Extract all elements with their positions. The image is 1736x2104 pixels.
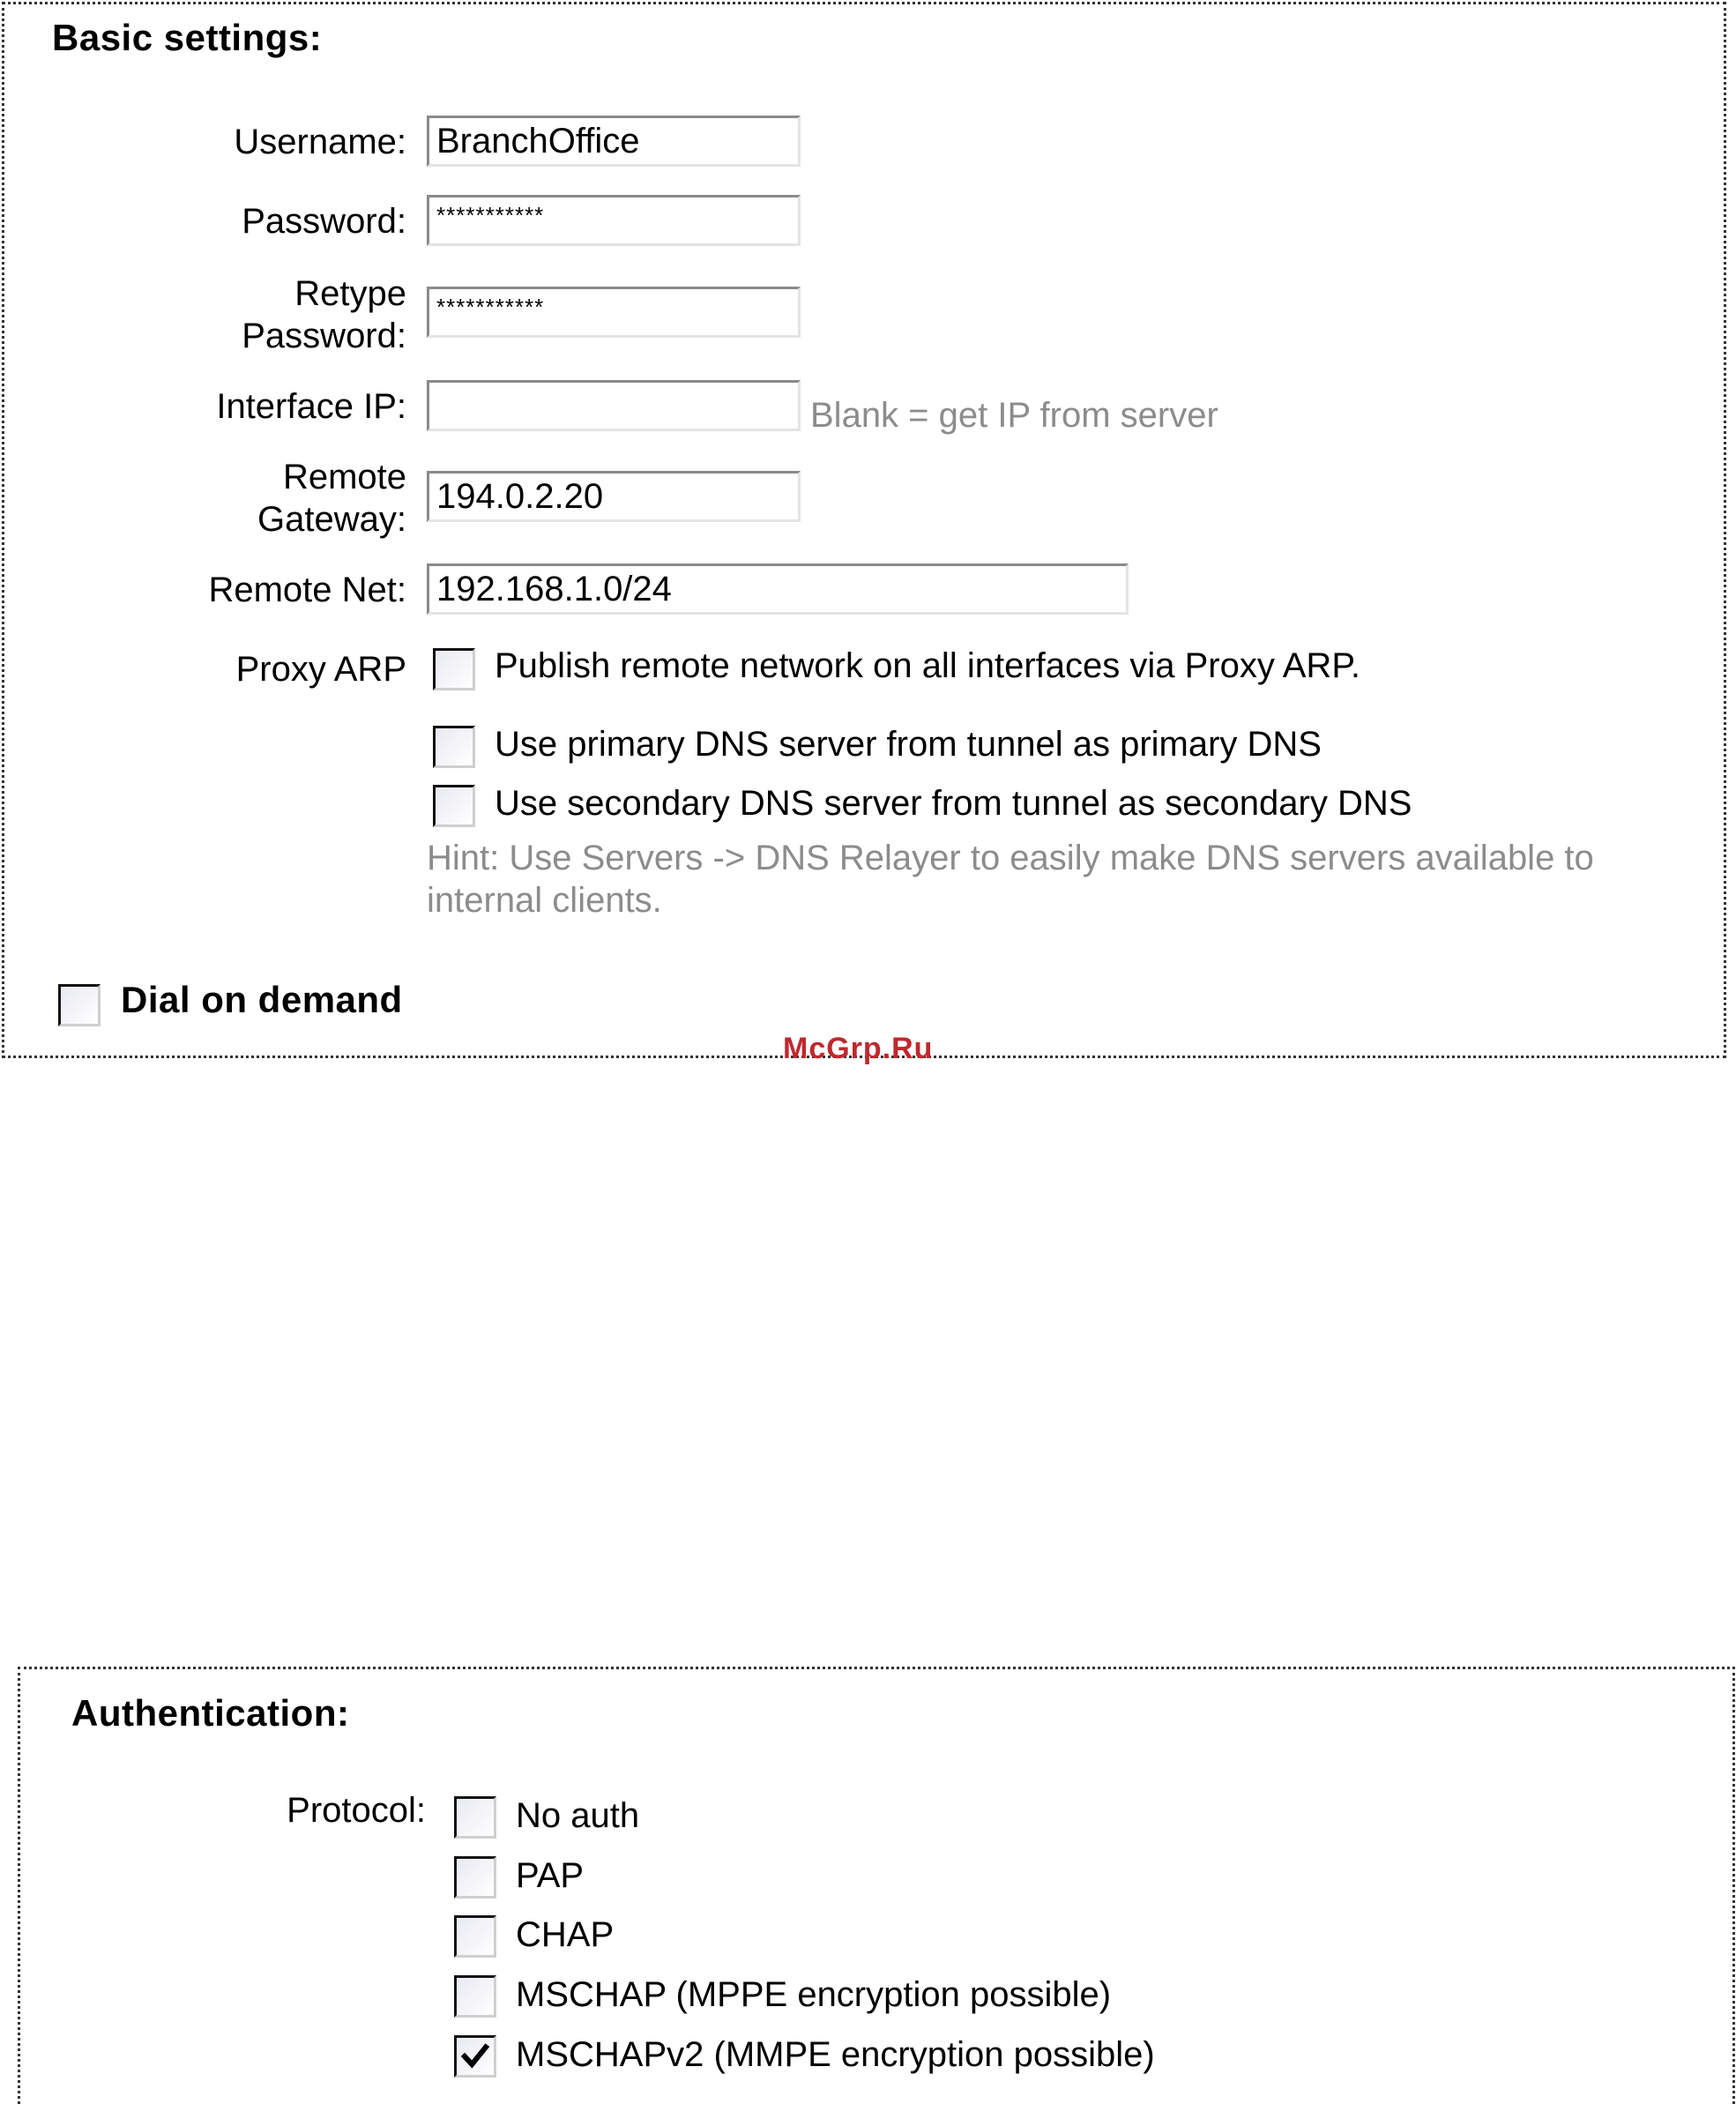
- protocol-option-label-3: MSCHAP (MPPE encryption possible): [516, 1975, 1112, 2014]
- authentication-title: Authentication:: [71, 1692, 350, 1734]
- protocol-checkbox-3[interactable]: [454, 1975, 496, 2018]
- protocol-option-label-1: PAP: [516, 1856, 585, 1895]
- basic-settings-title: Basic settings:: [52, 17, 323, 58]
- protocol-checkbox-4[interactable]: [454, 2035, 496, 2078]
- retype-label-line2: Password:: [242, 317, 406, 355]
- password-input[interactable]: ***********: [427, 195, 801, 246]
- remote-net-label: Remote Net:: [208, 571, 406, 609]
- remote-gateway-label-line2: Gateway:: [257, 500, 406, 539]
- remote-gateway-label-line1: Remote: [282, 458, 406, 496]
- dns-hint: Hint: Use Servers -> DNS Relayer to easily make DNS servers available to internal clients.: [427, 839, 1594, 920]
- proxy-arp-checkbox[interactable]: [433, 648, 475, 690]
- dial-on-demand-checkbox[interactable]: [58, 984, 101, 1026]
- protocol-option-label-0: No auth: [516, 1796, 640, 1835]
- protocol-checkbox-0[interactable]: [454, 1796, 496, 1839]
- retype-password-input[interactable]: ***********: [427, 287, 801, 338]
- interface-ip-label: Interface IP:: [216, 387, 406, 426]
- protocol-option-label-2: CHAP: [516, 1915, 615, 1954]
- remote-gateway-input[interactable]: 194.0.2.20: [427, 471, 801, 522]
- interface-ip-input[interactable]: [427, 380, 801, 431]
- proxy-arp-option-label: Publish remote network on all interfaces via Proxy ARP.: [495, 646, 1360, 685]
- username-input[interactable]: BranchOffice: [427, 116, 801, 167]
- interface-ip-hint: Blank = get IP from server: [810, 396, 1218, 435]
- remote-net-input[interactable]: 192.168.1.0/24: [427, 563, 1129, 615]
- protocol-checkbox-2[interactable]: [454, 1915, 496, 1958]
- dns-secondary-option-label: Use secondary DNS server from tunnel as secondary DNS: [495, 784, 1412, 823]
- dns-secondary-checkbox[interactable]: [433, 785, 475, 827]
- remote-gateway-label: [137, 456, 406, 541]
- protocol-label: Protocol:: [287, 1791, 426, 1830]
- proxy-arp-label: Proxy ARP: [235, 650, 406, 689]
- retype-password-label: [137, 272, 406, 357]
- authentication-panel: [18, 1667, 1735, 2104]
- dial-on-demand-label: Dial on demand: [121, 979, 403, 1020]
- checkmark-icon: [459, 2041, 491, 2072]
- protocol-option-label-4: MSCHAPv2 (MMPE encryption possible): [516, 2035, 1155, 2074]
- dns-primary-option-label: Use primary DNS server from tunnel as primary DNS: [495, 725, 1322, 764]
- dns-primary-checkbox[interactable]: [433, 726, 475, 768]
- basic-settings-panel: [2, 2, 1726, 1058]
- username-label: Username:: [234, 123, 406, 161]
- watermark: McGrp.Ru: [783, 1032, 934, 1065]
- password-label: Password:: [242, 202, 406, 241]
- protocol-checkbox-1[interactable]: [454, 1856, 496, 1899]
- retype-label-line1: Retype: [294, 274, 406, 313]
